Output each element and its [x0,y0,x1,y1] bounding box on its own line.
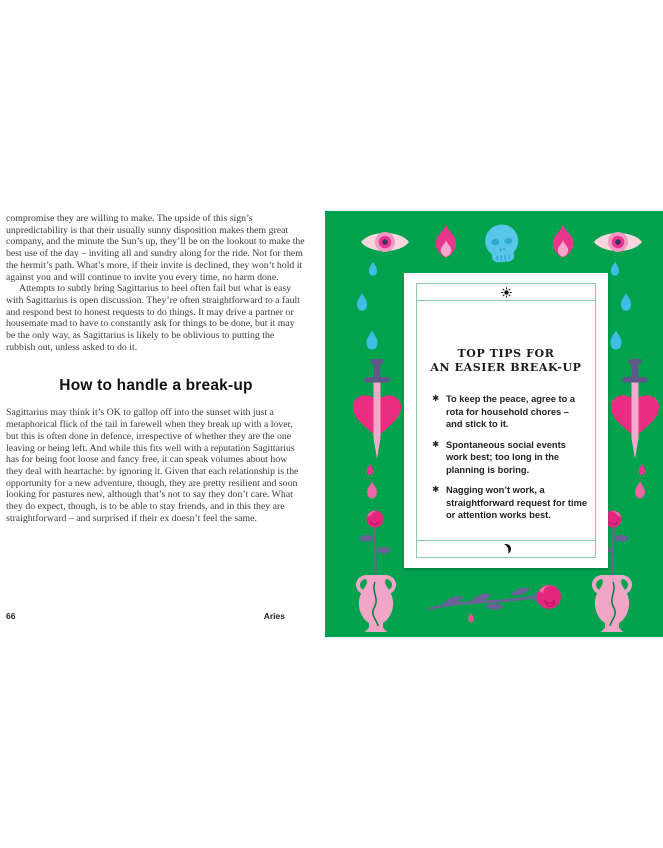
tips-card [404,273,608,568]
sun-icon [501,287,512,298]
tip-item [432,484,588,522]
paragraph: Attempts to subtly bring Sagittarius to heel often fail but what is easy with Sagittarius is open discussion. They’re often straightforward to a fault and respond best to honest requests to do things. It may drive a partner or housemate mad to have to constantly ask for things to be done, but it may be the only way, as Sagittarius is likely to be oblivious to putting the rubbish out, unless asked to do it. [6,283,300,353]
flame-left-icon [436,224,456,258]
skull-icon [484,223,520,263]
paragraph: Sagittarius may think it’s OK to gallop off into the sunset with just a metaphorical flick of the tail in farewell when they break up with a lover, but this is often done in defence, irrespective of whether they are the one leaving or being left. And while this fits well with a reputation Sagittarius has for being foot loose and fancy free, it can speak volumes about how they deal with heartache: by ignoring it. Given that each relationship is the opportunity for a new adventure, though, they are pretty resilient and soon looking for pastures new, although that’s not to say they don’t care. What they do expect, though, is to be able to stay friends, and in this they are straightforward – and surprised if their ex doesn’t feel the same. [6,407,299,524]
card-title: TOP TIPS FOR AN EASIER BREAK-UP [430,347,582,374]
card-body [417,301,595,540]
flame-right-icon [553,224,573,258]
card-header [417,284,595,301]
chapter-name: Aries [263,611,285,621]
dagger-through-heart-right-icon [611,359,659,498]
asterisk-bullet-icon: ✱ [432,394,440,404]
tips-list [422,393,590,522]
tip-item [432,439,588,477]
right-page [325,211,663,637]
rose-in-vase-left [358,511,394,633]
crying-eye-right-icon [594,232,642,252]
tip-text: Spontaneous social events work best; too long in the planning is boring. [446,439,566,475]
paragraph: compromise they are willing to make. The upside of this sign’s unpredictability is that their usually sunny disposition makes them great company, and the minute the Sun’s up, they’ll be on the lookout to make the best use of the day – inviting all and sundry along for the ride. Not for them the hermit’s path. What’s more, if their invite is declined, they won’t hold it against you and will continue to invite you every time, no harm done. [6,213,305,283]
page-number: 66 [6,611,16,621]
section-heading: How to handle a break-up [59,377,253,395]
tip-item [432,393,588,431]
tip-text: Nagging won’t work, a straightforward request for time or attention works best. [446,485,588,520]
dagger-through-heart-left-icon [353,359,401,498]
crying-eye-left-icon [361,232,409,252]
asterisk-bullet-icon: ✱ [432,439,440,450]
card-frame [416,283,596,558]
asterisk-bullet-icon: ✱ [432,485,440,495]
left-page [6,213,306,524]
page-footer [6,611,285,621]
card-footer [417,540,595,557]
crescent-moon-icon [500,543,512,555]
teardrops-left [357,262,378,350]
tip-text: To keep the peace, agree to a rota for household chores – and stick to it. [446,394,575,429]
teardrops-right [610,262,631,350]
horizontal-rose-icon [429,585,561,622]
